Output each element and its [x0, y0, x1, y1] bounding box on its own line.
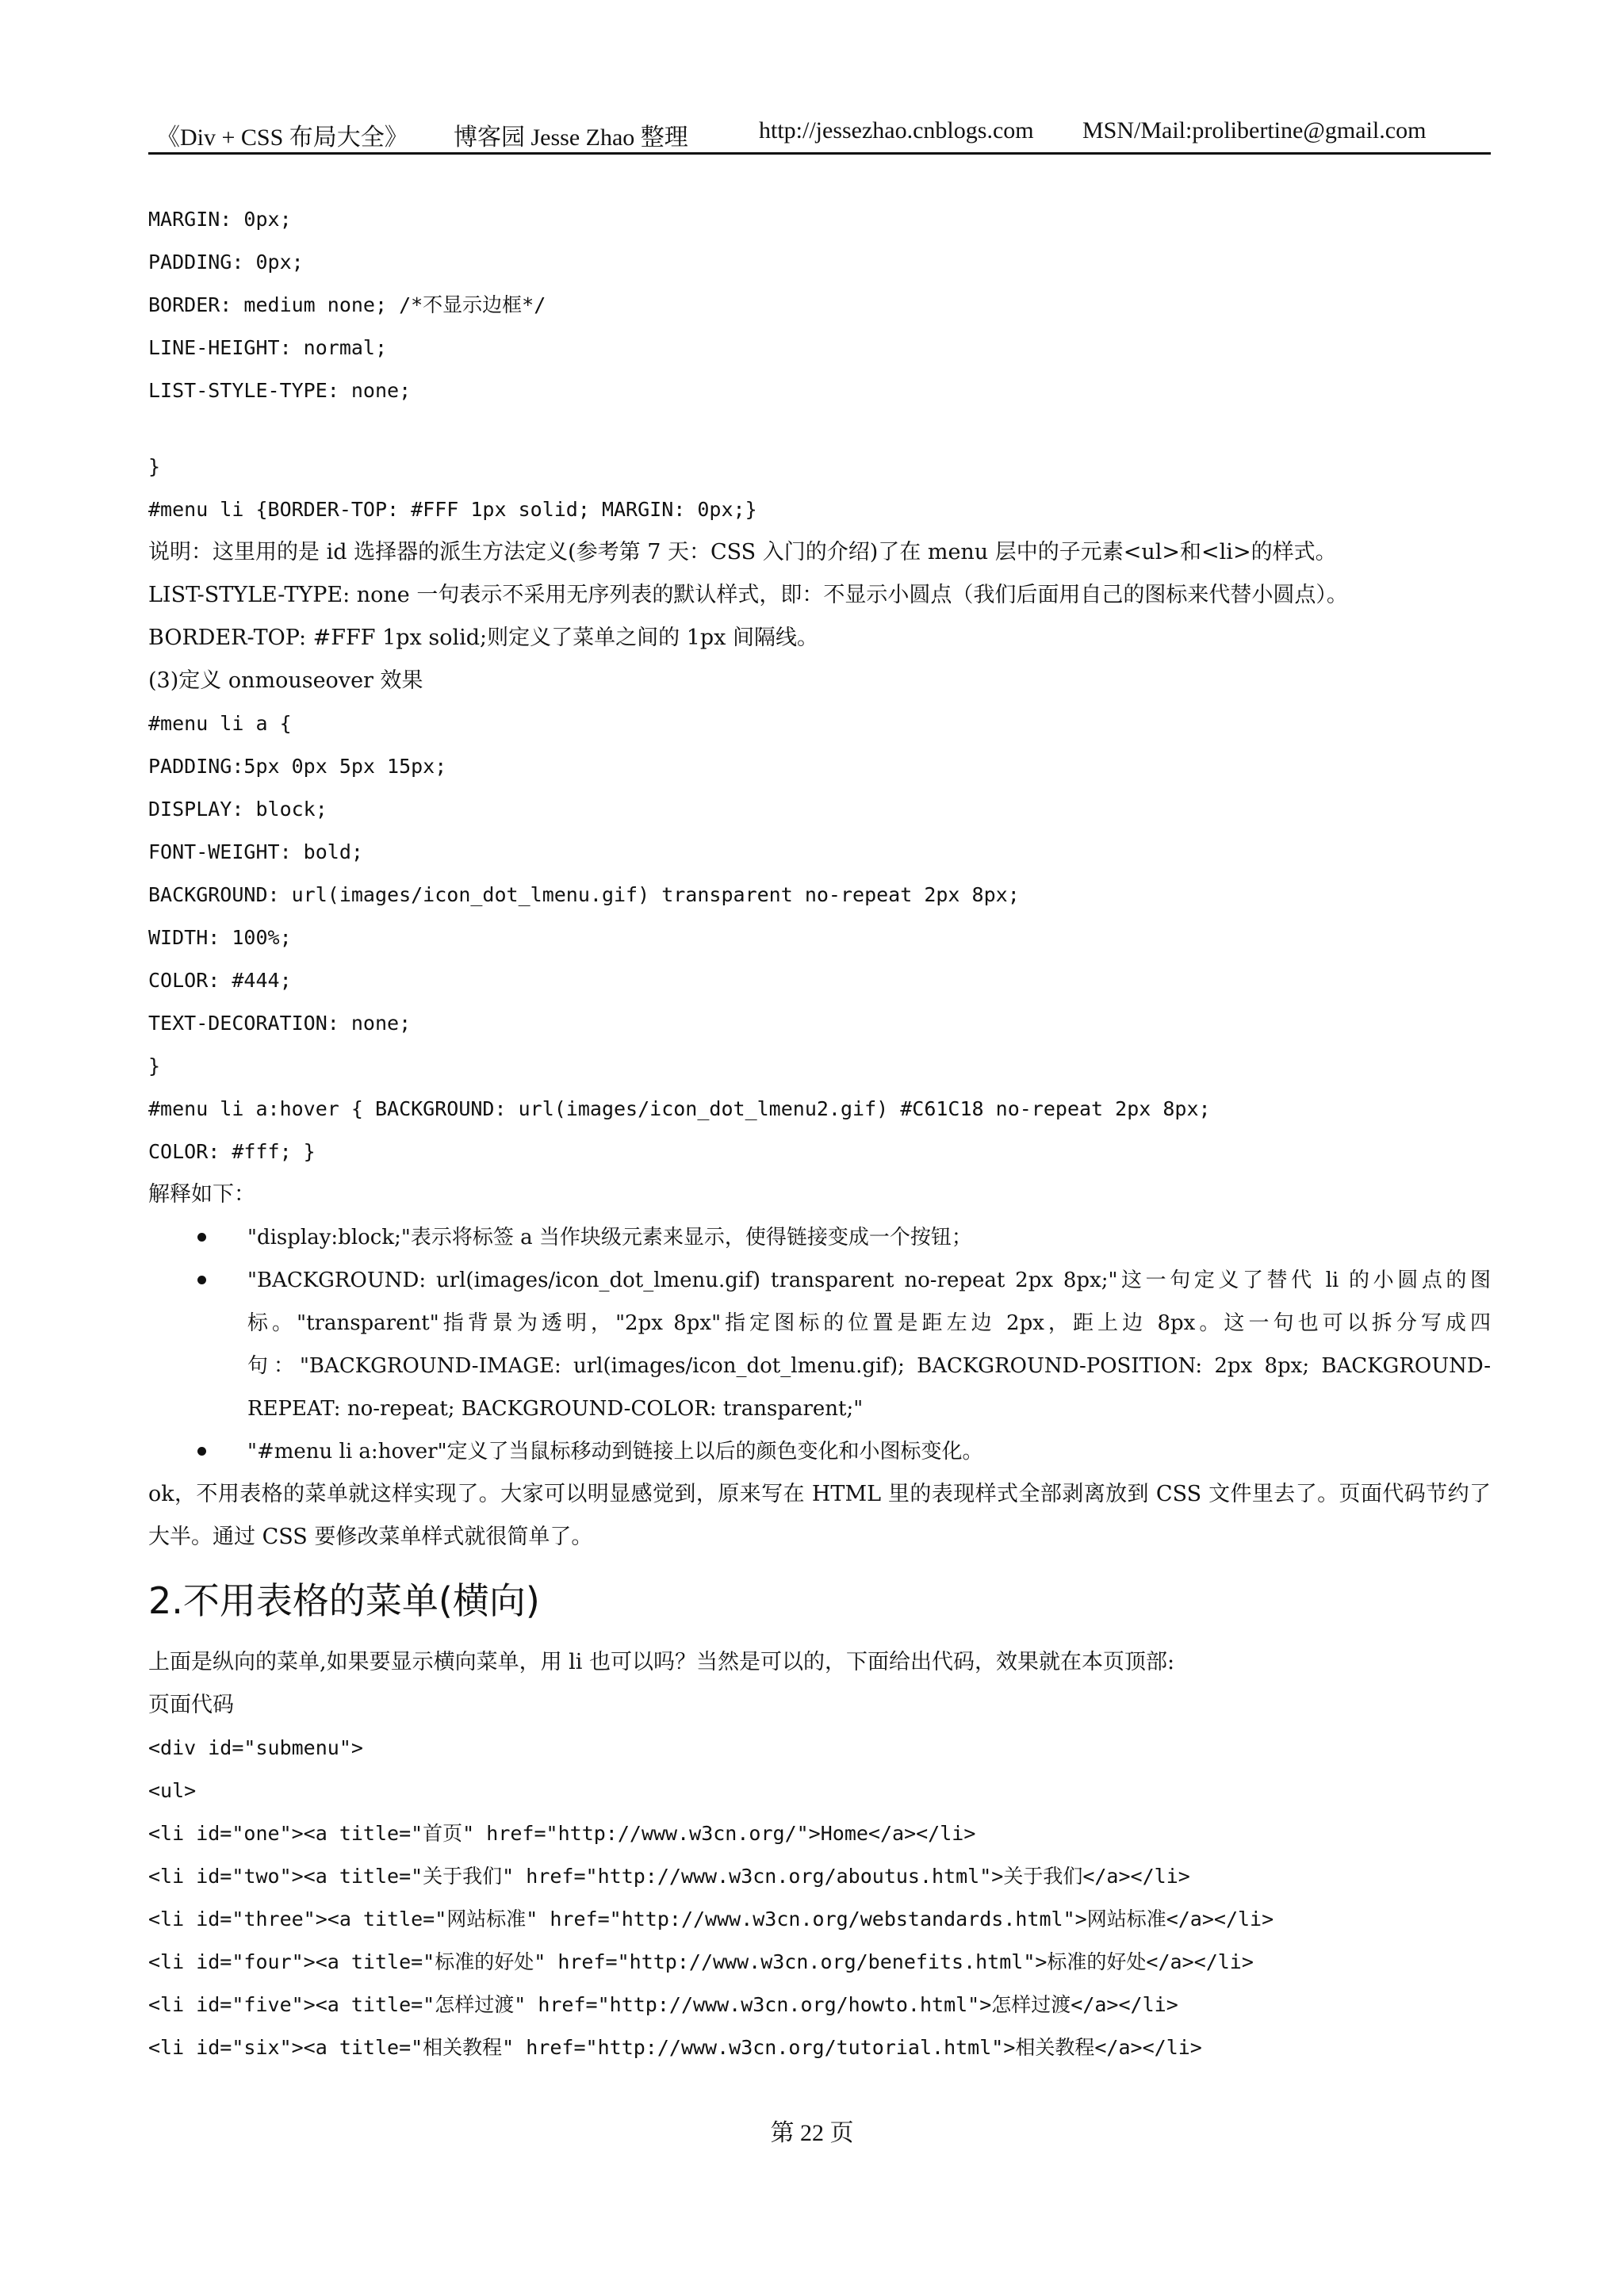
header-contact: MSN/Mail:prolibertine@gmail.com [1082, 117, 1427, 144]
section-intro: 上面是纵向的菜单,如果要显示横向菜单，用 li 也可以吗？当然是可以的，下面给出代码，效果就在本页顶部: [148, 1650, 1175, 1674]
code-block-2 [148, 446, 1491, 531]
code-line: <li id="one"><a title="首页" href="http://www.w3cn.org/">Home</a></li> [148, 1822, 976, 1845]
text-line: LIST-STYLE-TYPE: none 一句表示不采用无序列表的默认样式，即：不显示小圆点（我们后面用自己的图标来代替小圆点）。 [148, 583, 1348, 607]
code-line: <li id="six"><a title="相关教程" href="http://www.w3cn.org/tutorial.html">相关教程</a></li> [148, 2036, 1202, 2059]
code-line: <li id="five"><a title="怎样过渡" href="http://www.w3cn.org/howto.html">怎样过渡</a></li> [148, 1993, 1178, 2016]
bullet-item [148, 1216, 1491, 1259]
code-line: BORDER: medium none; /*不显示边框*/ [148, 293, 546, 316]
summary-paragraph: ok，不用表格的菜单就这样实现了。大家可以明显感觉到，原来写在 HTML 里的表现样式全部剥离放到 CSS 文件里去了。页面代码节约了大半。通过 CSS 要修改菜单样式就很简单了。 [148, 1482, 1491, 1549]
code-line: COLOR: #444; [148, 969, 292, 992]
code-line: DISPLAY: block; [148, 798, 327, 821]
page-content [148, 198, 1491, 2069]
explain-title: 解释如下： [148, 1182, 255, 1207]
code-line: <li id="three"><a title="网站标准" href="http://www.w3cn.org/webstandards.html">网站标准</a></li> [148, 1908, 1274, 1931]
code-line: #menu li a { [148, 712, 292, 735]
header-author: 博客园 Jesse Zhao 整理 [454, 124, 688, 151]
bullet-dot-icon [197, 1447, 206, 1456]
code-line: <ul> [148, 1779, 197, 1802]
bullet-item [148, 1430, 1491, 1473]
bullet-list [148, 1216, 1491, 1473]
explanation [148, 531, 1491, 702]
text-line: BORDER-TOP: #FFF 1px solid;则定义了菜单之间的 1px 间隔线。 [148, 626, 818, 650]
code-line: <div id="submenu"> [148, 1736, 363, 1759]
code-line: } [148, 455, 161, 478]
text-line: 说明：这里用的是 id 选择器的派生方法定义(参考第 7 天：CSS 入门的介绍)了在 menu 层中的子元素<ul>和<li>的样式。 [148, 540, 1337, 564]
spacer [148, 412, 1491, 446]
code-block-1 [148, 198, 1491, 412]
code-line: LINE-HEIGHT: normal; [148, 336, 388, 359]
code-line: FONT-WEIGHT: bold; [148, 840, 363, 863]
code-line: COLOR: #fff; } [148, 1140, 316, 1163]
code-block-3 [148, 702, 1491, 1173]
code-line: PADDING:5px 0px 5px 15px; [148, 755, 447, 778]
bullet-text: "#menu li a:hover"定义了当鼠标移动到链接上以后的颜色变化和小图标变化。 [247, 1440, 983, 1464]
code-block-4 [148, 1727, 1491, 2069]
code-line: BACKGROUND: url(images/icon_dot_lmenu.gif) transparent no-repeat 2px 8px; [148, 883, 1020, 906]
page-number: 第 22 页 [770, 2120, 854, 2146]
code-line: <li id="four"><a title="标准的好处" href="http://www.w3cn.org/benefits.html">标准的好处</a></li> [148, 1950, 1254, 1973]
code-line: MARGIN: 0px; [148, 208, 292, 231]
code-line: } [148, 1054, 161, 1077]
bullet-dot-icon [197, 1276, 206, 1284]
text-line: (3)定义 onmouseover 效果 [148, 668, 423, 693]
code-line: PADDING: 0px; [148, 251, 304, 274]
code-line: TEXT-DECORATION: none; [148, 1012, 412, 1035]
code-line: #menu li {BORDER-TOP: #FFF 1px solid; MARGIN: 0px;} [148, 498, 757, 521]
section-heading: 2.不用表格的菜单(横向) [148, 1579, 540, 1622]
bullet-text: "display:block;"表示将标签 a 当作块级元素来显示，使得链接变成一个按钮； [247, 1226, 972, 1249]
bullet-item [148, 1259, 1491, 1430]
code-line: #menu li a:hover { BACKGROUND: url(images/icon_dot_lmenu2.gif) #C61C18 no-repeat 2px 8px; [148, 1097, 1211, 1120]
code-line: LIST-STYLE-TYPE: none; [148, 379, 412, 402]
header-url: http://jessezhao.cnblogs.com [759, 117, 1034, 144]
header-book-title: 《Div + CSS 布局大全》 [156, 124, 408, 151]
code-line: <li id="two"><a title="关于我们" href="http://www.w3cn.org/aboutus.html">关于我们</a></li> [148, 1865, 1190, 1888]
bullet-dot-icon [197, 1233, 206, 1242]
code-line: WIDTH: 100%; [148, 926, 292, 949]
page-header [148, 111, 1491, 155]
code-label: 页面代码 [148, 1693, 234, 1717]
bullet-text: "BACKGROUND: url(images/icon_dot_lmenu.gif) transparent no-repeat 2px 8px;"这一句定义了替代 li 的小圆点的图标。"transparent"指背景为透明，"2px 8px"指定图标的位置是距左边 2px，距上边 8px。这一句也可以拆分写成四句："BACKGROUND-IMAGE: url(images/icon_dot_lmenu.gif); BACKGROUND-POSITION: 2px 8px; BACKGROUND-REPEAT: no-repeat; BACKGROUND-COLOR: transparent;" [247, 1269, 1491, 1421]
